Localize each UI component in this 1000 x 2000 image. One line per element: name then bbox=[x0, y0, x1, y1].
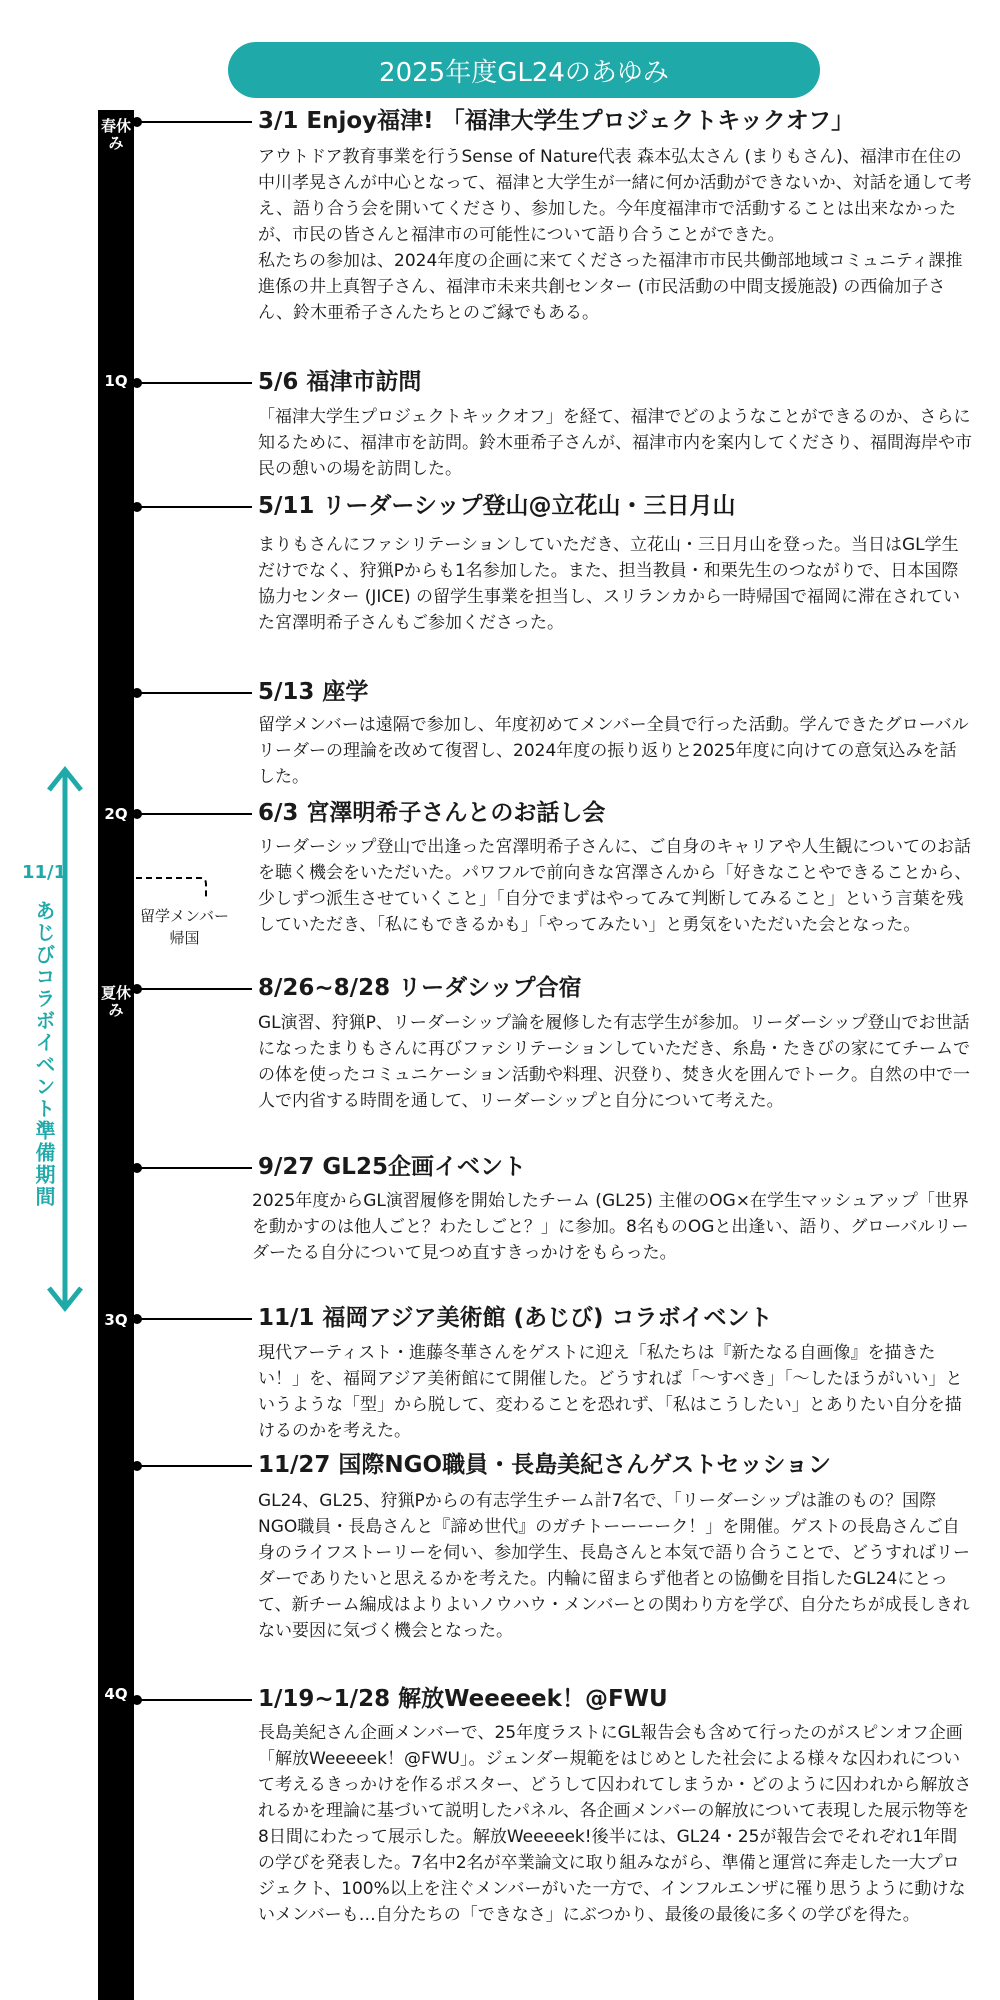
page-title: 2025年度GL24のあゆみ bbox=[228, 42, 820, 98]
event-body: 留学メンバーは遠隔で参加し、年度初めてメンバー全員で行った活動。学んできたグローバルリーダーの理論を改めて復習し、2024年度の振り返りと2025年度に向けての意気込みを話した。 bbox=[258, 715, 969, 787]
study-abroad-line1: 留学メンバー bbox=[140, 907, 229, 925]
label-spring: 春休み bbox=[100, 117, 131, 152]
event-title: 5/11 リーダーシップ登山@立花山・三日月山 bbox=[258, 493, 736, 519]
prep-period-date: 11/1 bbox=[22, 862, 67, 883]
dashed-connector-icon bbox=[134, 870, 214, 902]
event-body: 長島美紀さん企画メンバーで、25年度ラストにGL報告会も含めて行ったのがスピンオフ企画「解放Weeeeek！@FWU」。ジェンダー規範をはじめとした社会による様々な囚われについて考えるきっかけを作るポスター、どうして囚われてしまうか・どのように囚われから解放されるかを理論に基づいて説明したパネル、各企画メンバーの解放について表現した展示物等を8日間にわたって展示した。解放Weeeeek!後半には、GL24・25が報告会でそれぞれ1年間の学びを発表した。7名中2名が卒業論文に取り組みながら、準備と運営に奔走した一大プロジェクト、100%以上を注ぐメンバーがいた一方で、インフルエンザに罹り思うように動けないメンバーも…自分たちの「できなさ」にぶつかり、最後の最後に多くの学びを得た。 bbox=[258, 1723, 972, 1925]
event-title: 11/1 福岡アジア美術館 (あじび) コラボイベント bbox=[258, 1305, 773, 1331]
timeline-connector bbox=[136, 506, 252, 508]
event-title: 8/26~8/28 リーダシップ合宿 bbox=[258, 975, 582, 1001]
prep-period-label: あじびコラボイベント準備期間 bbox=[32, 900, 56, 1208]
timeline-connector bbox=[136, 1318, 252, 1320]
timeline-connector bbox=[136, 1167, 252, 1169]
study-abroad-line2: 帰国 bbox=[169, 929, 200, 947]
event-title: 1/19~1/28 解放Weeeeek！@FWU bbox=[258, 1686, 668, 1712]
timeline-connector bbox=[136, 813, 252, 815]
event-body: 現代アーティスト・進藤冬華さんをゲストに迎え「私たちは『新たなる自画像』を描きたい！」を、福岡アジア美術館にて開催した。どうすれば「〜すべき」「〜したほうがいい」というような「型」から脱して、変わることを恐れず、「私はこうしたい」とありたい自分を描けるのかを考えた。 bbox=[258, 1343, 963, 1441]
event-body: 「福津大学生プロジェクトキックオフ」を経て、福津でどのようなことができるのか、さらに知るために、福津市を訪問。鈴木亜希子さんが、福津市内を案内してくださり、福間海岸や市民の憩いの場を訪問した。 bbox=[258, 407, 972, 479]
timeline-connector bbox=[136, 1699, 252, 1701]
event-body: GL24、GL25、狩猟Pからの有志学生チーム計7名で、「リーダーシップは誰のもの？国際NGO職員・長島さんと『諦め世代』のガチトーーーーク！」を開催。ゲストの長島さんご自身のライフストーリーを伺い、参加学生、長島さんと本気で語り合うことで、どうすればリーダーでありたいと思えるかを考えた。内輪に留まらず他者との協働を目指したGL24にとって、新チーム編成はよりよいノウハウ・メンバーとの関わり方を学び、自分たちが成長しきれない要因に気づく機会となった。 bbox=[258, 1491, 970, 1641]
timeline-connector bbox=[136, 692, 252, 694]
event-title: 5/13 座学 bbox=[258, 679, 369, 705]
event-body: 2025年度からGL演習履修を開始したチーム (GL25) 主催のOG×在学生マッシュアップ「世界を動かすのは他人ごと？わたしごと？」に参加。8名ものOGと出逢い、語り、グローバルリーダーたる自分について見つめ直すきっかけをもらった。 bbox=[252, 1191, 969, 1263]
event-title: 5/6 福津市訪問 bbox=[258, 369, 422, 395]
event-title: 9/27 GL25企画イベント bbox=[258, 1154, 526, 1180]
event-body: リーダーシップ登山で出逢った宮澤明希子さんに、ご自身のキャリアや人生観についてのお話を聴く機会をいただいた。パワフルで前向きな宮澤さんから「好きなことやできることから、少しずつ派生させていくこと」「自分でまずはやってみて判断してみること」という言葉を残していただき、「私にもできるかも」「やってみたい」と勇気をいただいた会となった。 bbox=[258, 837, 972, 935]
event-title: 11/27 国際NGO職員・長島美紀さんゲストセッション bbox=[258, 1452, 832, 1478]
event-body: GL演習、狩猟P、リーダーシップ論を履修した有志学生が参加。リーダーシップ登山でお世話になったまりもさんに再びファシリテーションしていただき、糸島・たきびの家にてチームでの体を使ったコミュニケーション活動や料理、沢登り、焚き火を囲んでトーク。自然の中で一人で内省する時間を通して、リーダーシップと自分について考えた。 bbox=[258, 1013, 970, 1111]
timeline-connector bbox=[136, 988, 252, 990]
label-q2: 2Q bbox=[104, 805, 128, 823]
event-title: 3/1 Enjoy福津! 「福津大学生プロジェクトキックオフ」 bbox=[258, 108, 855, 134]
timeline-bar bbox=[98, 110, 134, 2000]
study-abroad-return bbox=[140, 905, 229, 949]
event-title: 6/3 宮澤明希子さんとのお話し会 bbox=[258, 800, 606, 826]
timeline-connector bbox=[136, 1465, 252, 1467]
label-q1: 1Q bbox=[104, 372, 128, 390]
label-summer: 夏休み bbox=[100, 984, 131, 1019]
label-q4: 4Q bbox=[104, 1685, 128, 1703]
timeline-connector bbox=[136, 121, 252, 123]
timeline-connector bbox=[136, 382, 252, 384]
event-body: アウトドア教育事業を行うSense of Nature代表 森本弘太さん (まりもさん)、福津市在住の中川孝晃さんが中心となって、福津と大学生が一緒に何か活動ができないか、対話を通して考え、語り合う会を開いてくださり、参加した。今年度福津市で活動することは出来なかったが、市民の皆さんと福津市の可能性について語り合うことができた。 私たちの参加は、2024年度の企画に来てくださった福津市市民共働部地域コミュニティ課推進係の井上真智子さん、福津市未来共創センター (市民活動の中間支援施設) の西倫加子さん、鈴木亜希子さんたちとのご縁でもある。 bbox=[258, 147, 972, 323]
label-q3: 3Q bbox=[104, 1311, 128, 1329]
event-body: まりもさんにファシリテーションしていただき、立花山・三日月山を登った。当日はGL学生だけでなく、狩猟Pからも1名参加した。また、担当教員・和栗先生のつながりで、日本国際協力センター (JICE) の留学生事業を担当し、スリランカから一時帰国で福岡に滞在されていた宮澤明希子さんもご参加くださった。 bbox=[258, 535, 961, 633]
